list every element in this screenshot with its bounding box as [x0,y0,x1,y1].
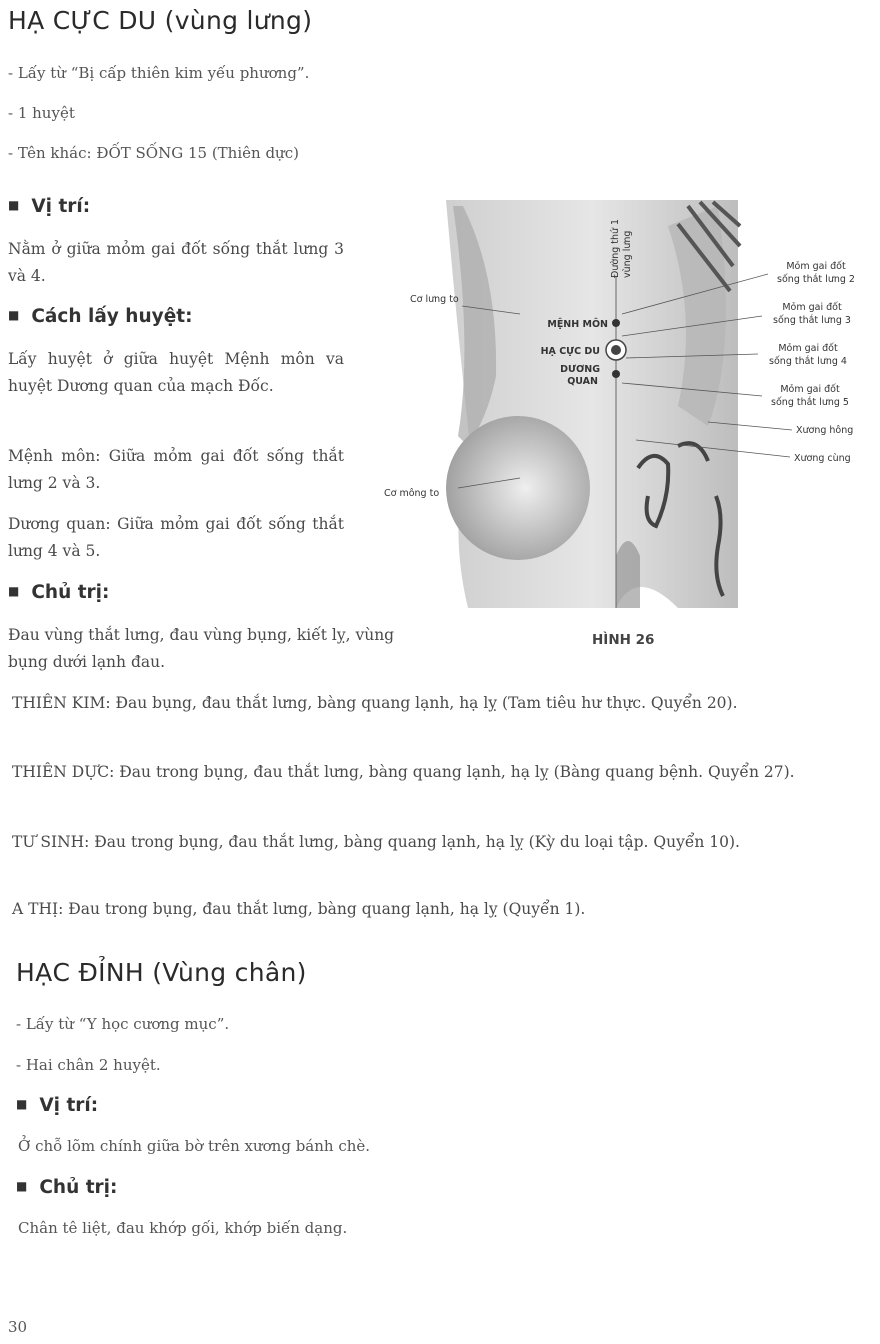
section2-title: HẠC ĐỈNH (Vùng chân) [16,958,307,987]
section2-chutri-heading: ■ Chủ trị: [16,1177,118,1198]
ref-a-thi: A THỊ: Đau trong bụng, đau thắt lưng, bàng quang lạnh, hạ lỵ (Quyển 1). [12,900,586,918]
cachlay-text: Lấy huyệt ở giữa huyệt Mệnh môn va huyệt Dương quan của mạch Đốc. [8,350,344,395]
label-ha-cuc-du: HẠ CỰC DU [540,346,600,357]
ref-thien-duc: THIÊN DỰC: Đau trong bụng, đau thắt lưng, bàng quang lạnh, hạ lỵ (Bàng quang bệnh. Quyển 27). [12,763,795,781]
duongquan-text: Dương quan: Giữa mỏm gai đốt sống thắt lưng 4 và 5. [8,515,344,560]
section2-chutri-text: Chân tê liệt, đau khớp gối, khớp biến dạng. [18,1219,348,1237]
alias-line: - Tên khác: ĐỐT SỐNG 15 (Thiên dực) [8,144,299,162]
figure-caption: HÌNH 26 [592,632,655,648]
label-co-mong-to: Cơ mông to [384,488,440,499]
section2-vitri-text: Ở chỗ lõm chính giữa bờ trên xương bánh chè. [18,1137,371,1155]
label-menh-mon: MỆNH MÔN [547,319,608,330]
label-l5-b: sống thắt lưng 5 [771,397,849,408]
section-title: HẠ CỰC DU (vùng lưng) [8,6,313,35]
source-line: - Lấy từ “Bị cấp thiên kim yếu phương”. [8,64,310,82]
label-quan: QUAN [567,376,598,387]
svg-text:Đường thứ 1: Đường thứ 1 [610,218,621,278]
vitri-text: Nằm ở giữa mỏm gai đốt sống thắt lưng 3 và 4. [8,240,344,285]
svg-text:vùng lưng: vùng lưng [622,230,633,278]
point-menh-mon [612,319,620,327]
cachlay-heading: ■ Cách lấy huyệt: [8,306,193,327]
label-xuong-hong: Xương hông [796,425,854,436]
label-co-lung-to: Cơ lưng to [410,294,459,305]
label-l5-a: Mỏm gai đốt [780,384,840,395]
label-l2-a: Mỏm gai đốt [786,261,846,272]
count-line: - 1 huyệt [8,104,75,122]
gluteal-muscle [446,416,590,560]
label-l3-a: Mỏm gai đốt [782,302,842,313]
section2-vitri-heading: ■ Vị trí: [16,1095,99,1116]
ref-tu-sinh: TƯ SINH: Đau trong bụng, đau thắt lưng, bàng quang lạnh, hạ lỵ (Kỳ du loại tập. Quyển 10). [12,833,740,851]
label-l4-a: Mỏm gai đốt [778,343,838,354]
ref-thien-kim: THIÊN KIM: Đau bụng, đau thắt lưng, bàng quang lạnh, hạ lỵ (Tam tiêu hư thực. Quyển 20). [12,694,738,712]
section2-count: - Hai chân 2 huyệt. [16,1056,161,1074]
label-l3-b: sống thắt lưng 3 [773,315,851,326]
vitri-heading: ■ Vị trí: [8,196,91,217]
section2-source: - Lấy từ “Y học cương mục”. [16,1015,230,1033]
label-l4-b: sống thắt lưng 4 [769,356,847,367]
chutri-heading: ■ Chủ trị: [8,582,110,603]
back-illustration [446,200,740,608]
label-xuong-cung: Xương cùng [794,453,851,464]
page-number: 30 [8,1318,28,1336]
label-l2-b: sống thắt lưng 2 [777,274,855,285]
point-ha-cuc-du [611,345,621,355]
chutri-text: Đau vùng thắt lưng, đau vùng bụng, kiết lỵ, vùng bụng dưới lạnh đau. [8,626,395,671]
label-duong: DƯƠNG [560,364,600,375]
anatomy-figure [378,196,878,620]
point-duong-quan [612,370,620,378]
menhmon-text: Mệnh môn: Giữa mỏm gai đốt sống thắt lưng 2 và 3. [8,447,344,492]
